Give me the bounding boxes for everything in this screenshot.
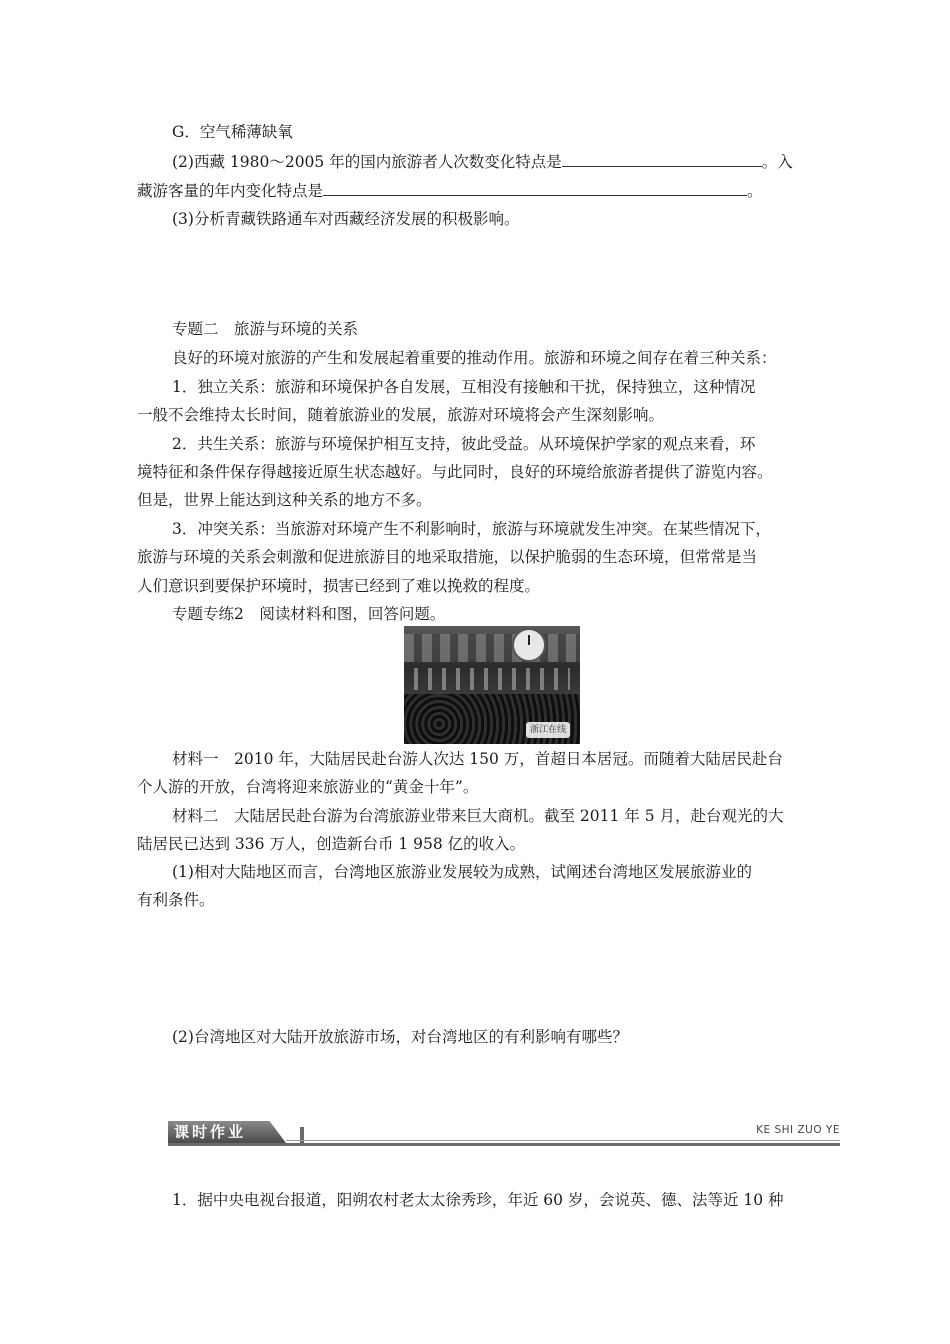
photo-watermark: 浙江在线 xyxy=(526,722,570,738)
material-1-line-1: 材料一 2010 年，大陆居民赴台游人次达 150 万，首超日本居冠。而随着大陆居民赴台 xyxy=(172,750,783,768)
relation-3-line-2: 旅游与环境的关系会刺激和促进旅游目的地采取措施，以保护脆弱的生态环境，但常常是当 xyxy=(137,548,758,566)
night-market-photo xyxy=(404,626,580,744)
banner-rule xyxy=(168,1143,840,1146)
homework-q1: 1．据中央电视台报道，阳朔农村老太太徐秀珍，年近 60 岁，会说英、德、法等近 10 种 xyxy=(172,1191,784,1209)
clock-icon xyxy=(512,628,546,662)
practice-q1-line-1: (1)相对大陆地区而言，台湾地区旅游业发展较为成熟，试阐述台湾地区发展旅游业的 xyxy=(172,863,752,881)
material-1-line-2: 个人游的开放，台湾将迎来旅游业的“黄金十年”。 xyxy=(137,778,479,796)
relation-3-line-1: 3．冲突关系：当旅游对环境产生不利影响时，旅游与环境就发生冲突。在某些情况下， xyxy=(172,520,771,538)
practice-q2: (2)台湾地区对大陆开放旅游市场，对台湾地区的有利影响有哪些？ xyxy=(172,1028,628,1046)
question-2-text-2: 藏游客量的年内变化特点是 xyxy=(137,182,324,200)
answer-blank[interactable] xyxy=(562,152,762,167)
topic-2-intro: 良好的环境对旅游的产生和发展起着重要的推动作用。旅游和环境之间存在着三种关系： xyxy=(172,349,777,367)
option-g: G．空气稀薄缺氧 xyxy=(172,123,293,141)
homework-banner xyxy=(168,1121,840,1147)
banner-title: 课时作业 xyxy=(174,1123,247,1141)
street-lights xyxy=(414,668,570,690)
answer-blank[interactable] xyxy=(323,181,747,196)
practice-2-heading: 专题专练2 阅读材料和图，回答问题。 xyxy=(172,605,446,623)
relation-2-line-1: 2．共生关系：旅游与环境保护相互支持，彼此受益。从环境保护学家的观点来看，环 xyxy=(172,435,756,453)
question-3: (3)分析青藏铁路通车对西藏经济发展的积极影响。 xyxy=(172,210,520,228)
relation-3-line-3: 人们意识到要保护环境时，损害已经到了难以挽救的程度。 xyxy=(137,577,541,595)
relation-2-line-2: 境特征和条件保存得越接近原生状态越好。与此同时，良好的环境给旅游者提供了游览内容。 xyxy=(137,463,773,481)
shop-signs xyxy=(404,634,580,662)
material-2-line-2: 陆居民已达到 336 万人，创造新台币 1 958 亿的收入。 xyxy=(137,835,526,853)
practice-q1-line-2: 有利条件。 xyxy=(137,891,215,909)
question-2-period: 。 xyxy=(747,182,763,200)
banner-rule-thin xyxy=(286,1140,840,1141)
material-2-line-1: 材料二 大陆居民赴台游为台湾旅游业带来巨大商机。截至 2011 年 5 月，赴台观光的大 xyxy=(172,807,784,825)
question-2-line-1 xyxy=(172,152,817,172)
question-2-continue: 。入 xyxy=(761,153,793,171)
relation-2-line-3: 但是，世界上能达到这种关系的地方不多。 xyxy=(137,491,432,509)
relation-1-line-2: 一般不会维持太长时间，随着旅游业的发展，旅游对环境将会产生深刻影响。 xyxy=(137,406,665,424)
relation-1-line-1: 1．独立关系：旅游和环境保护各自发展，互相没有接触和干扰，保持独立，这种情况 xyxy=(172,378,756,396)
banner-subtitle: KE SHI ZUO YE xyxy=(756,1124,840,1136)
topic-2-title: 专题二 旅游与环境的关系 xyxy=(172,320,359,338)
question-2-text: (2)西藏 1980～2005 年的国内旅游者人次数变化特点是 xyxy=(172,153,562,171)
question-2-line-2 xyxy=(137,181,817,201)
